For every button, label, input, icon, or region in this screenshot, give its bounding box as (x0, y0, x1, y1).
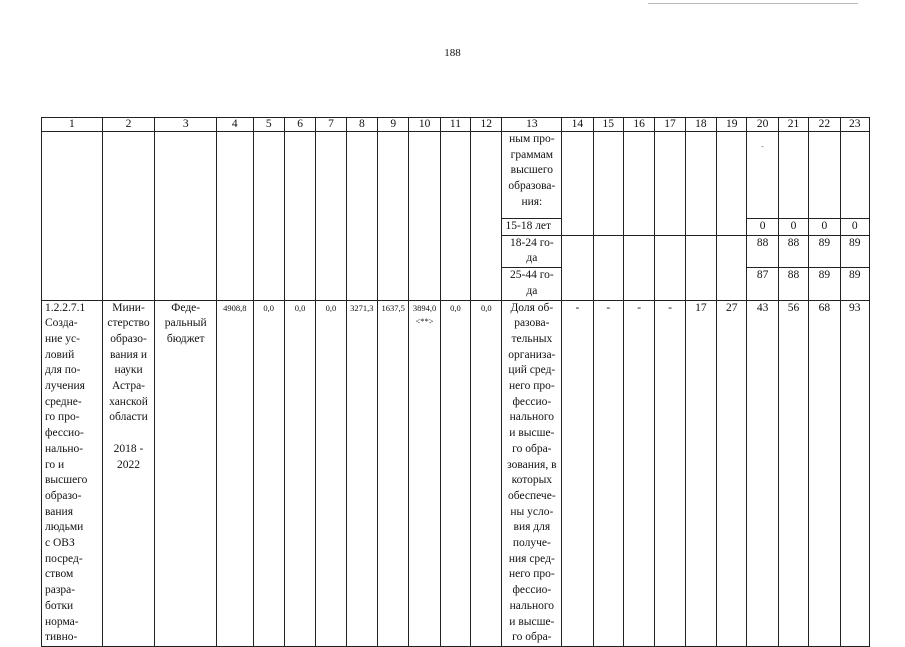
col-header: 13 (502, 118, 562, 132)
value-cell: 43 (747, 300, 778, 646)
col-header: 4 (217, 118, 253, 132)
value-cell: 88 (778, 268, 808, 300)
col-header: 7 (316, 118, 346, 132)
col-header: 9 (378, 118, 409, 132)
value-cell: 3271,3 (346, 300, 377, 646)
activity-description: 1.2.2.7.1 Созда- ние ус- ловий для по- лучения средне- го про- фессио- нально- го и высшего образо- вания людьми с ОВЗ посред- ством разра- ботки норма- тивно- (42, 300, 103, 646)
age-group-label: 15-18 лет (502, 219, 562, 236)
col-header: 2 (102, 118, 155, 132)
col-header: 14 (562, 118, 593, 132)
age-group-label: 18-24 го- да (502, 235, 562, 267)
value-cell: 56 (778, 300, 808, 646)
value-cell: 0 (778, 219, 808, 236)
col-header: 8 (346, 118, 377, 132)
col-header: 15 (593, 118, 623, 132)
value-cell: 89 (809, 268, 840, 300)
table-row (42, 300, 870, 646)
col20-mark: - (747, 132, 778, 219)
value-cell (409, 300, 440, 646)
value-cell: 89 (840, 268, 869, 300)
responsible-executor: Мини- стерство образо- вания и науки Астра- ханской области 2018 - 2022 (102, 300, 155, 646)
indicator-continuation: ным про- граммам высшего образова- ния: (502, 132, 562, 219)
page-number: 188 (444, 47, 461, 59)
value-cell: 0,0 (316, 300, 346, 646)
value-cell: - (593, 300, 623, 646)
col-header: 12 (471, 118, 502, 132)
value-cell: 0,0 (253, 300, 284, 646)
col-header: 10 (409, 118, 440, 132)
value-cell: 0,0 (440, 300, 470, 646)
value-cell: 0 (840, 219, 869, 236)
col-header: 17 (655, 118, 685, 132)
carry-over-row (42, 132, 870, 219)
value-cell: 17 (685, 300, 716, 646)
value-cell: 0 (809, 219, 840, 236)
value-cell: 0 (747, 219, 778, 236)
value-cell: 4908,8 (217, 300, 253, 646)
value-cell: 89 (809, 235, 840, 267)
col-header: 1 (42, 118, 103, 132)
indicator-description: Доля об- разова- тельных организа- ций сред- него про- фессио- нального и высше- го обра- зования, в которых обеспече- ны усло- вия для получе- ния сред- него про- фессио- нального и высше- го обра- (502, 300, 562, 646)
value-cell: - (655, 300, 685, 646)
value-cell: 0,0 (471, 300, 502, 646)
col-header: 5 (253, 118, 284, 132)
value-cell: - (623, 300, 654, 646)
col-header: 3 (155, 118, 217, 132)
funding-source: Феде- ральный бюджет (155, 300, 217, 646)
col-header: 16 (623, 118, 654, 132)
column-number-row (42, 118, 870, 132)
footnote-mark: <**> (415, 316, 434, 327)
col-header: 20 (747, 118, 778, 132)
value-cell: 88 (747, 235, 778, 267)
value-cell: 88 (778, 235, 808, 267)
value-text: 3894,0 (412, 302, 437, 313)
col-header: 18 (685, 118, 716, 132)
value-cell: - (562, 300, 593, 646)
age-group-label: 25-44 го- да (502, 268, 562, 300)
value-cell: 1637,5 (378, 300, 409, 646)
value-cell: 93 (840, 300, 869, 646)
value-cell: 0,0 (284, 300, 315, 646)
col-header: 22 (809, 118, 840, 132)
budget-table (41, 117, 870, 647)
col-header: 23 (840, 118, 869, 132)
value-cell: 87 (747, 268, 778, 300)
value-cell: 68 (809, 300, 840, 646)
value-cell: 89 (840, 235, 869, 267)
value-cell: 27 (717, 300, 747, 646)
col-header: 21 (778, 118, 808, 132)
col-header: 6 (284, 118, 315, 132)
col-header: 19 (717, 118, 747, 132)
col-header: 11 (440, 118, 470, 132)
top-rule (648, 3, 858, 4)
